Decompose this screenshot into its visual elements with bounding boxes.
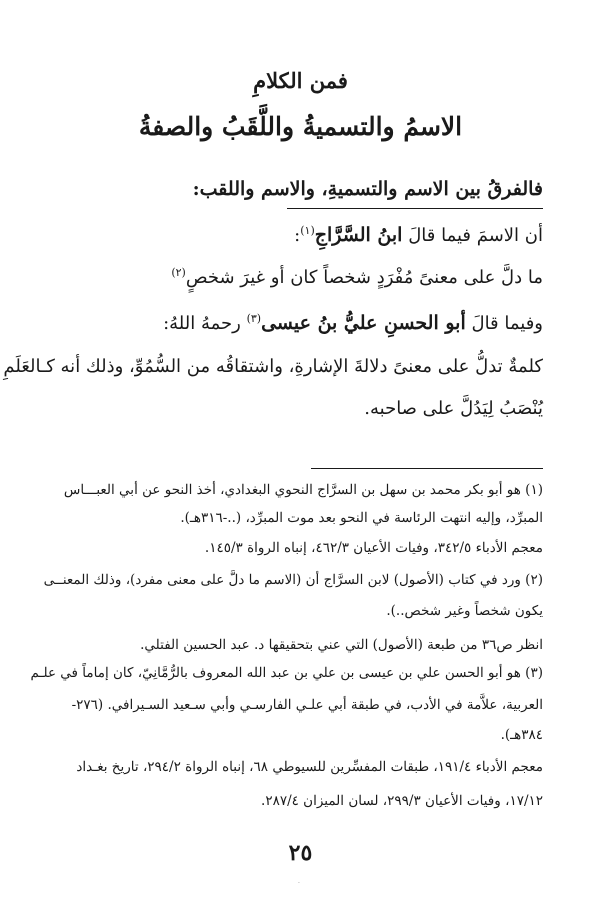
footnote-3-line-2: العربية، علاَّمة في الأدب، في طبقة أبي علـي الفارسـي وأبي سـعيد السـيرافي. (٢٧٦- xyxy=(71,697,543,713)
subheading: فالفرقُ بين الاسم والتسميةِ، والاسم واللقب: xyxy=(192,178,543,200)
section-title: فمن الكلامِ xyxy=(253,68,348,93)
body-text: : xyxy=(294,225,301,246)
chapter-title: الاسمُ والتسميةُ واللَّقَبُ والصفةُ xyxy=(138,112,463,141)
footnote-3-line-1: (٣) هو أبو الحسن علي بن عيسى بن علي بن عبد الله المعروف بالرُّمَّانِيّ، كان إماماً في علـم xyxy=(30,665,543,681)
body-line-1 xyxy=(57,224,543,246)
footnote-ref-2: (٢) xyxy=(171,266,186,279)
scan-speck: · xyxy=(298,880,300,887)
subheading-underline xyxy=(287,208,543,209)
footnote-2-sources: انظر ص٣٦ من طبعة (الأصول) التي عني بتحقيقها د. عبد الحسين الفتلي. xyxy=(140,637,543,653)
body-line-3 xyxy=(57,312,543,334)
footnote-1-sources: معجم الأدباء ٣٤٢/٥، وفيات الأعيان ٤٦٢/٣، إنباه الرواة ١٤٥/٣. xyxy=(204,540,543,556)
footnote-3-line-3: ٣٨٤هـ). xyxy=(500,727,543,743)
footnotes-separator xyxy=(311,468,543,469)
footnote-ref-3: (٣) xyxy=(246,312,262,325)
footnote-3-sources-1: معجم الأدباء ١٩١/٤، طبقات المفسِّرين للسيوطي ٦٨، إنباه الرواة ٢٩٤/٢، تاريخ بغـداد xyxy=(76,759,543,775)
author-name-ali-ibn-isa: أبو الحسنِ عليُّ بنُ عيسى xyxy=(261,312,466,334)
footnote-3-sources-2: ١٧/١٢، وفيات الأعيان ٢٩٩/٣، لسان الميزان ٢٨٧/٤. xyxy=(261,793,543,809)
footnote-1-line-2: المبرِّد، وإليه انتهت الرئاسة في النحو بعد موت المبرِّد، (..-٣١٦هـ). xyxy=(180,510,543,526)
footnote-2-line-1: (٢) ورد في كتاب (الأصول) لابن السرَّاج أن (الاسم ما دلَّ على معنى مفرد)، وذلك المعنــى xyxy=(43,572,543,588)
body-text: وفيما قالَ xyxy=(465,313,543,334)
footnote-2-line-2: يكون شخصاً وغير شخص..). xyxy=(386,603,543,619)
body-text: رحمهُ اللهُ: xyxy=(163,313,247,334)
body-text: أن الاسمَ فيما قالَ xyxy=(402,225,543,246)
body-line-2 xyxy=(57,266,543,288)
footnote-ref-1: (١) xyxy=(300,224,315,237)
body-line-4: كلمةٌ تدلُّ على معنىً دلالةَ الإشارةِ، واشتقاقُه من السُّمُوِّ، وذلك أنه كـالعَلَمِ xyxy=(3,356,543,377)
page-number: ٢٥ xyxy=(288,840,313,866)
footnote-1-line-1: (١) هو أبو بكر محمد بن سهل بن السرَّاج النحوي البغدادي، أخذ النحو عن أبي العبـــاس xyxy=(63,482,543,498)
definition-text: ما دلَّ على معنىً مُفْرَدٍ شخصاً كان أو غيرَ شخصٍ xyxy=(185,267,543,288)
author-name-ibn-sarraj: ابنُ السَّرَّاجِ xyxy=(314,224,403,246)
body-line-5: يُنْصَبُ لِيَدُلَّ على صاحبه. xyxy=(364,398,543,419)
